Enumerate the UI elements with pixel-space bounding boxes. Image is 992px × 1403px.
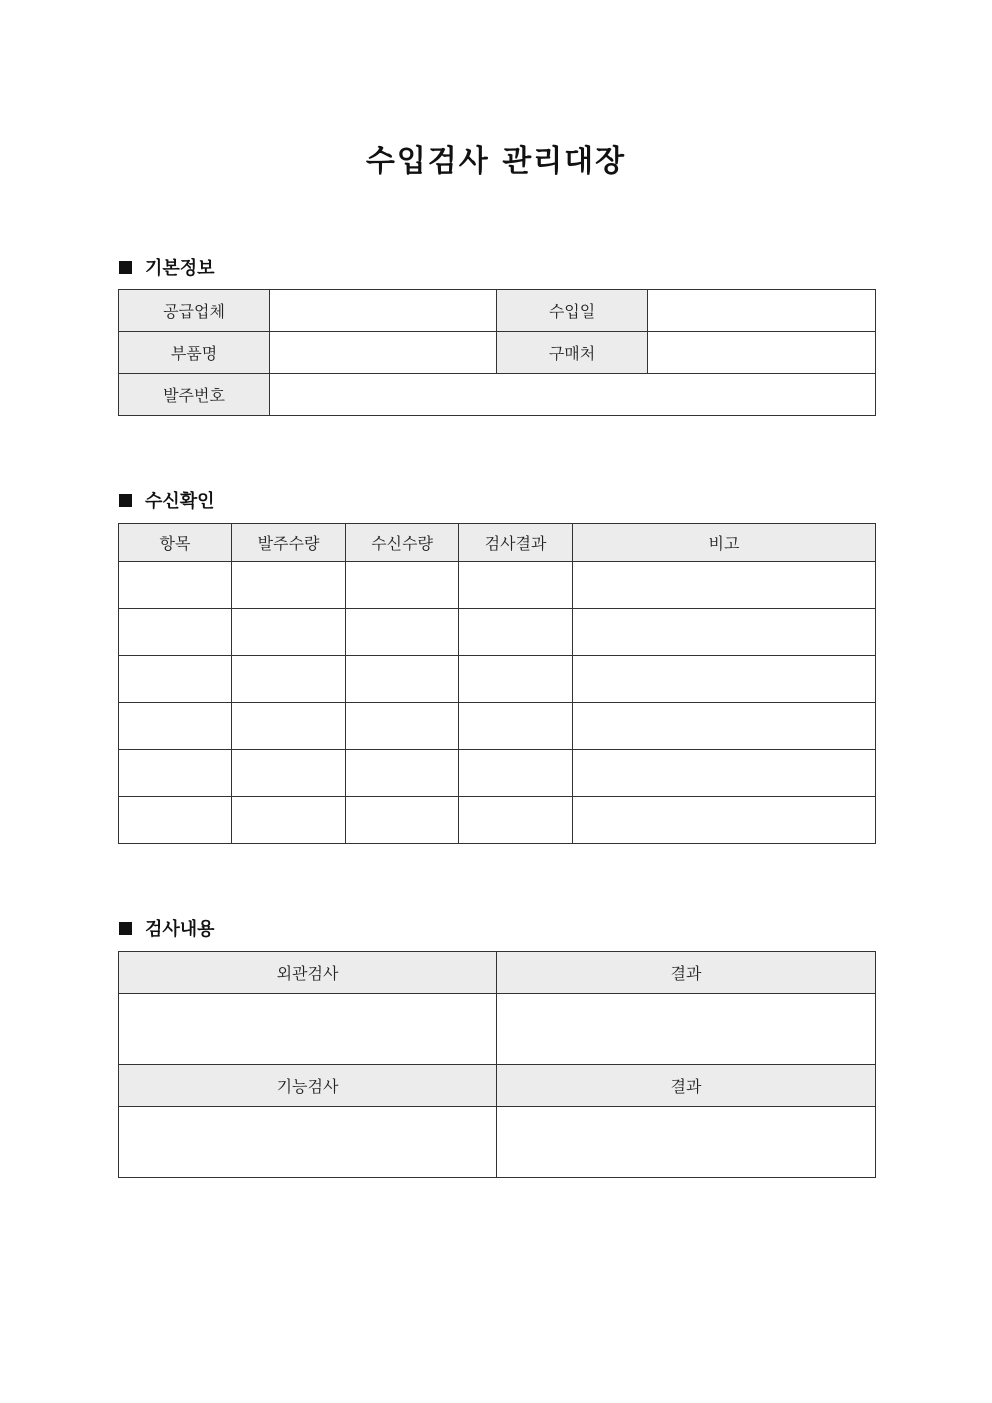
table-cell[interactable] bbox=[573, 609, 876, 656]
table-cell[interactable] bbox=[573, 750, 876, 797]
table-cell[interactable] bbox=[459, 797, 573, 844]
table-cell[interactable] bbox=[232, 609, 346, 656]
table-cell[interactable] bbox=[346, 750, 459, 797]
table-cell[interactable] bbox=[232, 750, 346, 797]
functional-inspection-field[interactable] bbox=[119, 1107, 497, 1178]
visual-result-label: 결과 bbox=[497, 952, 876, 994]
table-row bbox=[119, 797, 876, 844]
section-heading-label: 기본정보 bbox=[145, 258, 215, 279]
column-header-remarks: 비고 bbox=[573, 524, 876, 562]
table-cell[interactable] bbox=[573, 656, 876, 703]
table-cell[interactable] bbox=[232, 562, 346, 609]
basic-info-table bbox=[118, 289, 876, 416]
purchaser-label: 구매처 bbox=[497, 332, 648, 374]
section-heading-label: 수신확인 bbox=[145, 491, 215, 512]
table-cell[interactable] bbox=[119, 750, 232, 797]
functional-result-label: 결과 bbox=[497, 1065, 876, 1107]
column-header-order-qty: 발주수량 bbox=[232, 524, 346, 562]
table-header-row bbox=[119, 952, 876, 994]
table-row bbox=[119, 374, 876, 416]
receipt-table bbox=[118, 523, 876, 844]
import-date-label: 수입일 bbox=[497, 290, 648, 332]
table-cell[interactable] bbox=[346, 656, 459, 703]
table-cell[interactable] bbox=[119, 797, 232, 844]
section-heading-receipt bbox=[119, 487, 215, 513]
table-cell[interactable] bbox=[573, 703, 876, 750]
table-row bbox=[119, 703, 876, 750]
table-row bbox=[119, 994, 876, 1065]
section-heading-inspection bbox=[119, 915, 215, 941]
table-cell[interactable] bbox=[459, 562, 573, 609]
square-bullet-icon bbox=[119, 494, 132, 507]
functional-inspection-label: 기능검사 bbox=[119, 1065, 497, 1107]
table-cell[interactable] bbox=[346, 562, 459, 609]
table-cell[interactable] bbox=[346, 703, 459, 750]
column-header-item: 항목 bbox=[119, 524, 232, 562]
table-row bbox=[119, 750, 876, 797]
inspection-table bbox=[118, 951, 876, 1178]
table-cell[interactable] bbox=[346, 797, 459, 844]
supplier-label: 공급업체 bbox=[119, 290, 270, 332]
table-cell[interactable] bbox=[232, 797, 346, 844]
table-row bbox=[119, 562, 876, 609]
table-cell[interactable] bbox=[232, 656, 346, 703]
table-row bbox=[119, 1107, 876, 1178]
visual-result-field[interactable] bbox=[497, 994, 876, 1065]
purchaser-field[interactable] bbox=[648, 332, 876, 374]
order-number-label: 발주번호 bbox=[119, 374, 270, 416]
square-bullet-icon bbox=[119, 922, 132, 935]
table-header-row bbox=[119, 524, 876, 562]
table-row bbox=[119, 332, 876, 374]
part-name-field[interactable] bbox=[270, 332, 497, 374]
table-header-row bbox=[119, 1065, 876, 1107]
import-date-field[interactable] bbox=[648, 290, 876, 332]
table-cell[interactable] bbox=[459, 609, 573, 656]
column-header-received-qty: 수신수량 bbox=[346, 524, 459, 562]
part-name-label: 부품명 bbox=[119, 332, 270, 374]
table-cell[interactable] bbox=[119, 656, 232, 703]
order-number-field[interactable] bbox=[270, 374, 876, 416]
table-cell[interactable] bbox=[346, 609, 459, 656]
table-cell[interactable] bbox=[573, 797, 876, 844]
table-row bbox=[119, 290, 876, 332]
visual-inspection-label: 외관검사 bbox=[119, 952, 497, 994]
table-cell[interactable] bbox=[232, 703, 346, 750]
column-header-inspection-result: 검사결과 bbox=[459, 524, 573, 562]
table-cell[interactable] bbox=[119, 562, 232, 609]
table-cell[interactable] bbox=[573, 562, 876, 609]
table-row bbox=[119, 609, 876, 656]
section-heading-label: 검사내용 bbox=[145, 919, 215, 940]
table-cell[interactable] bbox=[119, 703, 232, 750]
table-cell[interactable] bbox=[459, 703, 573, 750]
table-cell[interactable] bbox=[459, 656, 573, 703]
table-cell[interactable] bbox=[119, 609, 232, 656]
visual-inspection-field[interactable] bbox=[119, 994, 497, 1065]
table-row bbox=[119, 656, 876, 703]
supplier-field[interactable] bbox=[270, 290, 497, 332]
section-heading-basic-info bbox=[119, 254, 215, 280]
square-bullet-icon bbox=[119, 261, 132, 274]
table-cell[interactable] bbox=[459, 750, 573, 797]
document-title: 수입검사 관리대장 bbox=[365, 144, 627, 179]
functional-result-field[interactable] bbox=[497, 1107, 876, 1178]
